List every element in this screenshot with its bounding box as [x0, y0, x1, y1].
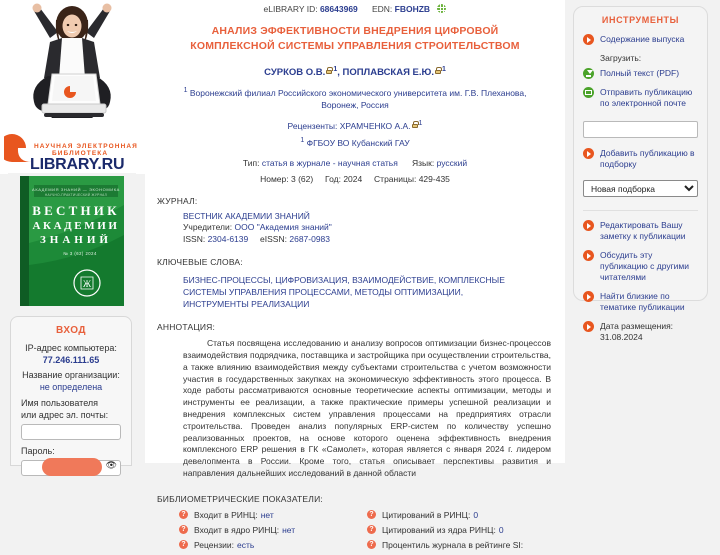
type-value: статья в журнале - научная статья — [261, 157, 398, 168]
tool-label: Найти близкие по тематике публикации — [600, 291, 685, 312]
hero-photo — [0, 0, 145, 130]
lock-icon — [412, 121, 418, 128]
play-circle-icon — [583, 148, 594, 159]
pages-label: Страницы: — [374, 173, 417, 184]
bibliometrics-row — [179, 525, 367, 535]
help-question-icon[interactable]: ? — [367, 540, 376, 549]
edn-label: EDN: — [371, 4, 393, 14]
organization-value: не определена — [39, 382, 103, 392]
reviewers-line — [145, 120, 565, 131]
affiliation-marker: 1 — [183, 87, 188, 95]
journal-issn-row — [183, 234, 565, 246]
authors-line: СУРКОВ О.В. $^1$, ПОПЛАВСКАЯ Е.Ю. $^1$ — [264, 66, 446, 79]
author-affil-marker-2: 1 — [441, 66, 446, 73]
svg-text:БИБЛИОТЕКА: БИБЛИОТЕКА — [52, 150, 109, 157]
woman-with-laptop-illustration — [0, 0, 145, 130]
language-value: русский — [436, 157, 468, 168]
lock-icon — [326, 67, 332, 74]
tool-edit-note[interactable] — [583, 220, 698, 242]
eissn-label: eISSN: — [260, 233, 287, 244]
issn-value: 2304-6139 — [207, 233, 249, 244]
bibliometrics-label: Цитирований из ядра РИНЦ: — [382, 524, 496, 535]
play-circle-icon — [583, 321, 594, 332]
bibliometrics-label: Цитирований в РИНЦ: — [382, 509, 471, 520]
bibliometrics-section-label: БИБЛИОМЕТРИЧЕСКИЕ ПОКАЗАТЕЛИ: — [157, 493, 323, 504]
eissn-value: 2687-0983 — [289, 233, 331, 244]
play-circle-icon — [583, 34, 594, 45]
bibliometrics-row — [179, 510, 367, 520]
left-sidebar — [0, 0, 145, 470]
year-label: Год: — [325, 173, 341, 184]
elibrary-logo[interactable] — [0, 130, 145, 174]
bibliometrics-value: нет — [282, 524, 296, 535]
tool-discuss-publication[interactable] — [583, 250, 698, 283]
username-label-line1: Имя пользователя — [21, 398, 99, 408]
svg-text:LIBRARY.RU: LIBRARY.RU — [30, 156, 125, 173]
password-label: Пароль: — [21, 446, 55, 456]
username-label-line2: или адрес эл. почты: — [21, 410, 109, 420]
founders-label: Учредители: — [183, 222, 233, 233]
play-circle-icon — [583, 250, 594, 261]
tool-label: Добавить публикацию в подборку — [600, 148, 695, 169]
svg-text:№ 3 (62) 2024: № 3 (62) 2024 — [63, 251, 97, 256]
affiliation-text[interactable]: Воронежский филиал Российского экономического университета им. Г.В. Плеханова, Воронеж, Россия — [189, 87, 527, 110]
tool-label: Содержание выпуска — [600, 34, 685, 44]
identifier-line — [145, 0, 565, 14]
publication-date-value: 31.08.2024 — [600, 332, 643, 342]
svg-text:АКАДЕМИИ: АКАДЕМИИ — [32, 220, 120, 232]
type-language-line — [145, 158, 565, 168]
bibliometrics-label: Входит в РИНЦ: — [194, 509, 258, 520]
download-circle-icon — [583, 68, 594, 79]
issn-label: ISSN: — [183, 233, 206, 244]
elibrary-logo-icon — [4, 132, 144, 174]
page-title: АНАЛИЗ ЭФФЕКТИВНОСТИ ВНЕДРЕНИЯ ЦИФРОВОЙ КОМПЛЕКСНОЙ СИСТЕМЫ УПРАВЛЕНИЯ СТРОИТЕЛЬСТВОМ — [190, 25, 520, 52]
bibliometrics-row — [367, 525, 565, 535]
svg-text:НАУЧНАЯ ЭЛЕКТРОННАЯ: НАУЧНАЯ ЭЛЕКТРОННАЯ — [34, 143, 138, 150]
elibrary-id-label: eLIBRARY ID: — [263, 4, 318, 14]
elibrary-id-value: 68643969 — [319, 4, 358, 14]
download-label: Загрузить: — [600, 53, 642, 63]
tool-add-to-collection[interactable] — [583, 148, 698, 170]
bibliometrics-row — [179, 540, 367, 550]
bibliometrics-row — [367, 540, 565, 550]
pages-value: 429-435 — [418, 173, 450, 184]
issue-year-pages-line — [145, 174, 565, 184]
author-link-1[interactable]: СУРКОВ О.В. — [264, 67, 326, 79]
svg-text:ВЕСТНИК: ВЕСТНИК — [32, 203, 120, 218]
journal-section-label: ЖУРНАЛ: — [157, 195, 198, 206]
play-circle-icon — [583, 220, 594, 231]
right-sidebar — [565, 0, 720, 463]
year-value: 2024 — [343, 173, 363, 184]
journal-founders-row — [183, 222, 565, 234]
reviewer-affiliation-text[interactable]: ФГБОУ ВО Кубанский ГАУ — [306, 137, 410, 148]
bibliometrics-label: Входит в ядро РИНЦ: — [194, 524, 280, 535]
collection-select[interactable] — [583, 180, 698, 197]
help-question-icon[interactable]: ? — [179, 540, 188, 549]
tool-download-pdf[interactable] — [583, 68, 698, 79]
founders-value[interactable]: ООО "Академия знаний" — [234, 222, 332, 233]
tools-title: ИНСТРУМЕНТЫ — [601, 15, 680, 25]
email-input[interactable] — [583, 121, 698, 138]
username-input[interactable] — [21, 424, 121, 440]
journal-name[interactable]: ВЕСТНИК АКАДЕМИИ ЗНАНИЙ — [183, 210, 310, 221]
organization-label: Название организации: — [22, 370, 120, 380]
keywords-value[interactable]: БИЗНЕС-ПРОЦЕССЫ, ЦИФРОВИЗАЦИЯ, ВЗАИМОДЕЙСТВИЕ, КОМПЛЕКСНЫЕ СИСТЕМЫ УПРАВЛЕНИЯ ПРОЦЕССАМИ, МЕТОДЫ ОПТИМИЗАЦИИ, ИНСТРУМЕНТЫ РЕАЛИЗАЦИИ — [183, 275, 505, 310]
issue-value: 3 (62) — [291, 173, 314, 184]
journal-cover-image[interactable] — [8, 173, 136, 309]
bibliometrics-grid — [179, 510, 565, 555]
affiliation-line — [169, 85, 541, 111]
journal-cover-art — [8, 173, 136, 309]
tool-label: Отправить публикацию по электронной почте — [600, 87, 693, 108]
issue-label: Номер: — [260, 173, 289, 184]
tool-send-by-email[interactable] — [583, 87, 698, 109]
keywords-section-label: КЛЮЧЕВЫЕ СЛОВА: — [157, 257, 243, 268]
bibliometrics-value: есть — [236, 539, 255, 550]
abstract-section-label: АННОТАЦИЯ: — [157, 322, 216, 333]
reviewer-link[interactable]: ХРАМЧЕНКО А.А. — [339, 120, 411, 131]
reviewer-affiliation-marker: 1 — [300, 136, 305, 144]
tools-panel — [573, 6, 708, 342]
bibliometrics-right-column — [367, 510, 565, 555]
reviewer-affiliation-line — [145, 137, 565, 148]
edn-value: FBOHZB — [394, 4, 431, 14]
tool-label: Обсудить эту публикацию с другими читателями — [600, 250, 690, 282]
bibliometrics-label: Рецензии: — [194, 539, 234, 550]
ip-address-label: IP-адрес компьютера: — [25, 343, 117, 353]
mail-circle-icon — [583, 87, 594, 98]
author-link-2[interactable]: ПОПЛАВСКАЯ Е.Ю. — [342, 67, 434, 79]
author-affil-marker-1: 1 — [333, 66, 338, 73]
publication-date-row — [583, 321, 698, 343]
abstract-text: Статья посвящена исследованию и анализу вопросов оптимизации бизнес-процессов взаимодействия подрядчика, поставщика и застройщика при осуществлении строительства, а также влиянию взаимодействия между субъектами строительства с учетом возможности участия в государственных закупках на экономическую эффективность этого процесса. В ходе работы рассматриваются основные теоретические аспекты оптимизации, методы и инструменты ее реализации, а также практические примеры успешной реализации и внедрения комплексных систем управления процессами на предприятиях отрасли строительства. Проведен анализ популярных ERP-систем по количеству успешно реализованных проектов, на основе которого оценена эффективность внедрения комплексного ERP решения в ГК «Самолет», которая является с января 2024 г. лидером девелопмента в России. Кроме того, статья описывает перспективы развития и направления дальнейших исследований в данной области — [183, 338, 551, 478]
journal-block — [183, 211, 565, 246]
tool-find-similar[interactable] — [583, 291, 698, 313]
reviewers-label: Рецензенты: — [287, 120, 338, 131]
tool-label: Полный текст (PDF) — [600, 68, 680, 78]
help-question-icon[interactable]: ? — [367, 510, 376, 519]
eye-icon[interactable]: 👁 — [105, 460, 117, 470]
svg-text:НАУЧНО-ПРАКТИЧЕСКИЙ ЖУРНАЛ: НАУЧНО-ПРАКТИЧЕСКИЙ ЖУРНАЛ — [44, 193, 108, 197]
bibliometrics-value: 0 — [498, 524, 504, 535]
tool-issue-contents[interactable] — [583, 34, 698, 45]
login-title: ВХОД — [55, 325, 87, 336]
lock-icon — [435, 67, 441, 74]
publication-date-label: Дата размещения: — [600, 321, 674, 331]
play-circle-icon — [583, 291, 594, 302]
tools-divider — [583, 210, 698, 211]
login-panel — [10, 316, 132, 470]
bibliometrics-value: нет — [260, 509, 274, 520]
login-submit-button[interactable] — [42, 458, 102, 476]
bibliometrics-row — [367, 510, 565, 520]
publication-date-block — [600, 321, 673, 343]
main-content — [145, 0, 565, 550]
bibliometrics-label: Процентиль журнала в рейтинге SI: — [382, 539, 524, 550]
ip-address-value: 77.246.111.65 — [42, 355, 100, 365]
help-question-icon[interactable]: ? — [179, 525, 188, 534]
help-question-icon[interactable]: ? — [179, 510, 188, 519]
language-label: Язык: — [411, 157, 435, 168]
bibliometrics-left-column — [179, 510, 367, 555]
type-label: Тип: — [242, 157, 260, 168]
reviewer-affil-marker: 1 — [418, 119, 423, 127]
help-question-icon[interactable]: ? — [367, 525, 376, 534]
svg-text:АКАДЕМИЯ ЗНАНИЙ — ЭКОНОМИКА: АКАДЕМИЯ ЗНАНИЙ — ЭКОНОМИКА — [32, 187, 120, 192]
tool-label: Редактировать Вашу заметку к публикации — [600, 220, 686, 241]
green-grid-globe-icon[interactable] — [437, 4, 446, 13]
svg-text:ЗНАНИЙ: ЗНАНИЙ — [40, 234, 112, 246]
svg-text:Ж: Ж — [82, 279, 92, 289]
bibliometrics-value: 0 — [473, 509, 479, 520]
